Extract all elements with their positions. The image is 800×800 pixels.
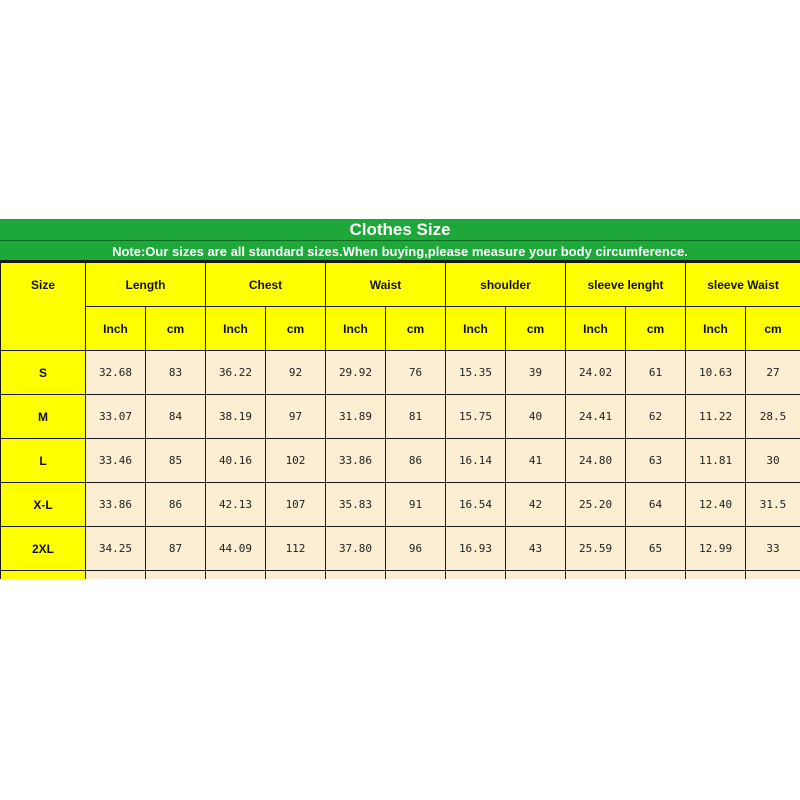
unit-header-row [1,307,800,351]
cm-value: 42 [506,483,566,527]
inch-value: 34.25 [86,527,146,571]
empty-cell [626,571,686,580]
column-header-shoulder: shoulder [446,263,566,307]
unit-inch: Inch [686,307,746,351]
size-chart [0,219,800,579]
unit-cm: cm [746,307,800,351]
cm-value: 62 [626,395,686,439]
size-label: X-L [1,483,86,527]
column-header-waist: Waist [326,263,446,307]
table-row [1,439,800,483]
cm-value: 83 [146,351,206,395]
unit-cm: cm [266,307,326,351]
cm-value: 92 [266,351,326,395]
cm-value: 41 [506,439,566,483]
inch-value: 15.75 [446,395,506,439]
inch-value: 25.20 [566,483,626,527]
column-header-chest: Chest [206,263,326,307]
unit-cm: cm [506,307,566,351]
chart-note: Note:Our sizes are all standard sizes.When buying,please measure your body circumference. [0,241,800,262]
table-body [1,351,800,580]
inch-value: 37.80 [326,527,386,571]
cm-value: 86 [386,439,446,483]
empty-cell [746,571,800,580]
column-header-sleeve-length: sleeve lenght [566,263,686,307]
cm-value: 40 [506,395,566,439]
table-row [1,527,800,571]
cm-value: 87 [146,527,206,571]
column-header-sleeve-waist: sleeve Waist [686,263,800,307]
inch-value: 25.59 [566,527,626,571]
cm-value: 76 [386,351,446,395]
chart-title: Clothes Size [0,219,800,241]
inch-value: 24.02 [566,351,626,395]
inch-value: 33.86 [86,483,146,527]
empty-cell [686,571,746,580]
size-label [1,571,86,580]
inch-value: 33.46 [86,439,146,483]
inch-value: 24.80 [566,439,626,483]
unit-inch: Inch [566,307,626,351]
inch-value: 10.63 [686,351,746,395]
empty-cell [206,571,266,580]
inch-value: 44.09 [206,527,266,571]
unit-inch: Inch [446,307,506,351]
cm-value: 97 [266,395,326,439]
table-row-cutoff [1,571,800,580]
cm-value: 63 [626,439,686,483]
inch-value: 42.13 [206,483,266,527]
size-label: S [1,351,86,395]
inch-value: 31.89 [326,395,386,439]
cm-value: 102 [266,439,326,483]
inch-value: 32.68 [86,351,146,395]
empty-cell [446,571,506,580]
unit-inch: Inch [326,307,386,351]
inch-value: 16.93 [446,527,506,571]
cm-value: 84 [146,395,206,439]
cm-value: 33 [746,527,800,571]
header-row [1,263,800,307]
inch-value: 16.14 [446,439,506,483]
inch-value: 12.40 [686,483,746,527]
table-row [1,351,800,395]
cm-value: 86 [146,483,206,527]
inch-value: 33.07 [86,395,146,439]
unit-cm: cm [386,307,446,351]
inch-value: 11.22 [686,395,746,439]
cm-value: 85 [146,439,206,483]
inch-value: 36.22 [206,351,266,395]
cm-value: 28.5 [746,395,800,439]
empty-cell [326,571,386,580]
inch-value: 35.83 [326,483,386,527]
empty-cell [86,571,146,580]
table-row [1,395,800,439]
inch-value: 24.41 [566,395,626,439]
unit-inch: Inch [206,307,266,351]
cm-value: 65 [626,527,686,571]
unit-cm: cm [146,307,206,351]
cm-value: 30 [746,439,800,483]
cm-value: 39 [506,351,566,395]
empty-cell [386,571,446,580]
unit-cm: cm [626,307,686,351]
size-label: L [1,439,86,483]
empty-cell [506,571,566,580]
table-row [1,483,800,527]
inch-value: 11.81 [686,439,746,483]
size-header: Size [1,263,86,351]
cm-value: 61 [626,351,686,395]
inch-value: 40.16 [206,439,266,483]
cm-value: 43 [506,527,566,571]
inch-value: 16.54 [446,483,506,527]
cm-value: 91 [386,483,446,527]
column-header-length: Length [86,263,206,307]
inch-value: 29.92 [326,351,386,395]
cm-value: 64 [626,483,686,527]
cm-value: 96 [386,527,446,571]
inch-value: 38.19 [206,395,266,439]
inch-value: 33.86 [326,439,386,483]
cm-value: 107 [266,483,326,527]
inch-value: 15.35 [446,351,506,395]
cm-value: 112 [266,527,326,571]
empty-cell [566,571,626,580]
cm-value: 27 [746,351,800,395]
cm-value: 81 [386,395,446,439]
unit-inch: Inch [86,307,146,351]
inch-value: 12.99 [686,527,746,571]
size-table [0,262,800,579]
size-label: 2XL [1,527,86,571]
size-label: M [1,395,86,439]
cm-value: 31.5 [746,483,800,527]
empty-cell [266,571,326,580]
empty-cell [146,571,206,580]
